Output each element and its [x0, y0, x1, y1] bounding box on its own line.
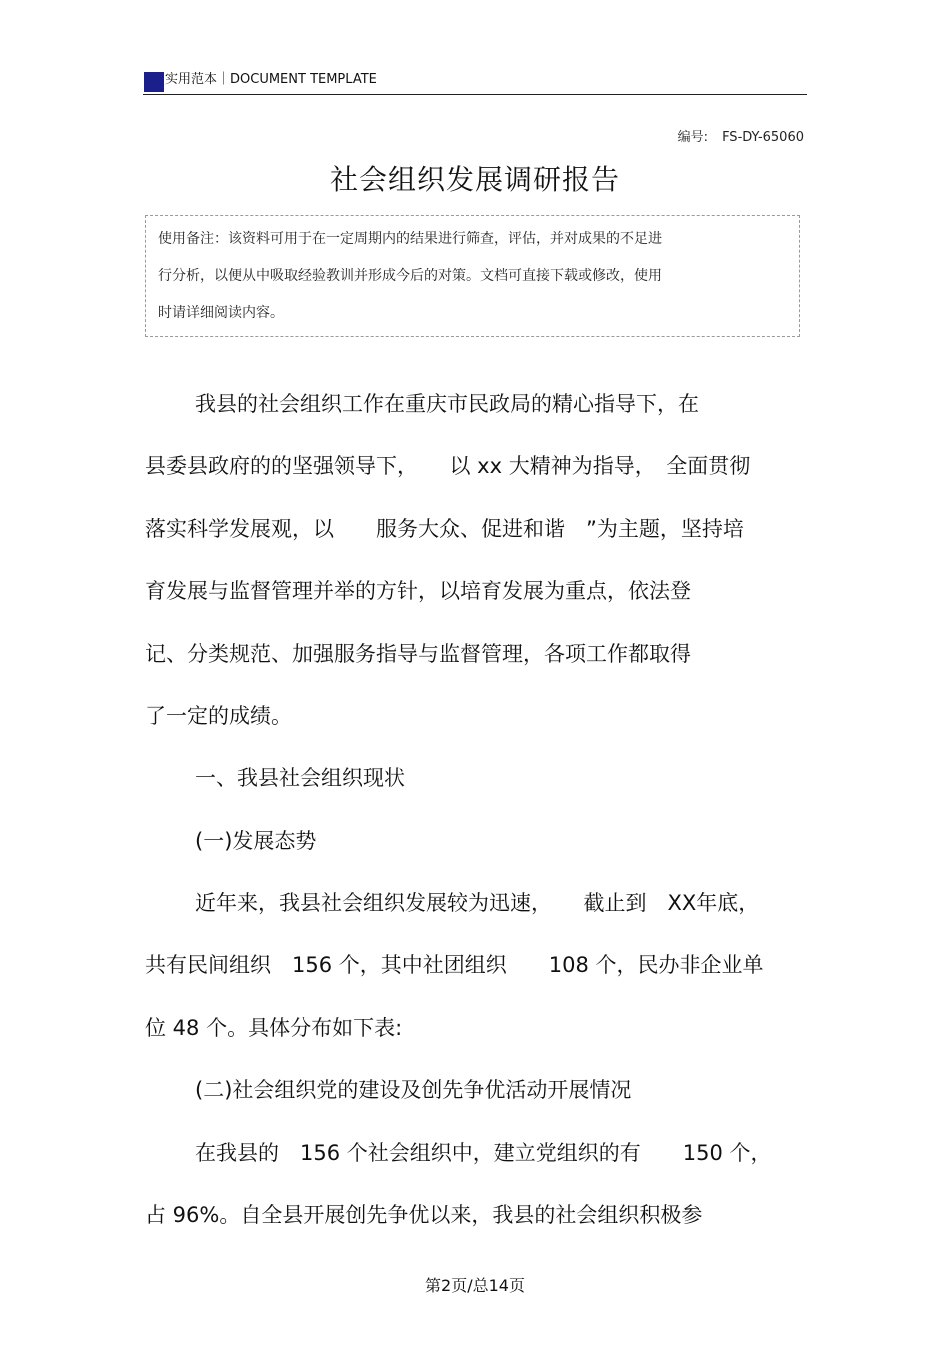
- section-heading: 一、我县社会组织现状: [195, 766, 405, 790]
- page-indicator: 第2页/总14页: [425, 1276, 525, 1295]
- body-paragraph-line: 育发展与监督管理并举的方针，以培育发展为重点，依法登: [145, 579, 691, 603]
- document-number-value: FS-DY-65060: [722, 130, 804, 145]
- header-text: 实用范本｜DOCUMENT TEMPLATE: [165, 72, 377, 87]
- document-number-label: 编号:: [677, 130, 709, 145]
- document-title: 社会组织发展调研报告: [329, 163, 620, 196]
- body-paragraph-line: 共有民间组织 156 个，其中社团组织 108 个，民办非企业单: [145, 953, 764, 977]
- subsection-heading: (二)社会组织党的建设及创先争优活动开展情况: [195, 1078, 632, 1102]
- header-logo-mark: [144, 72, 164, 92]
- body-paragraph-line: 占 96%。自全县开展创先争优以来，我县的社会组织积极参: [145, 1203, 703, 1227]
- body-paragraph-line: 在我县的 156 个社会组织中，建立党组织的有 150 个，: [195, 1141, 772, 1165]
- body-paragraph-line: 落实科学发展观，以 服务大众、促进和谐 ”为主题，坚持培: [145, 517, 744, 541]
- document-header: [143, 68, 807, 95]
- usage-note-line: 时请详细阅读内容。: [158, 305, 284, 321]
- usage-note-line: 行分析，以便从中吸取经验教训并形成今后的对策。文档可直接下载或修改，使用: [158, 268, 662, 284]
- body-paragraph-line: 了一定的成绩。: [145, 704, 292, 728]
- usage-note-line: 使用备注：该资料可用于在一定周期内的结果进行筛查，评估，并对成果的不足进: [158, 231, 662, 247]
- document-number: [678, 126, 804, 145]
- body-paragraph-line: 位 48 个。具体分布如下表:: [145, 1016, 403, 1040]
- body-paragraph-line: 记、分类规范、加强服务指导与监督管理，各项工作都取得: [145, 642, 691, 666]
- usage-note-box: [145, 215, 800, 337]
- body-paragraph-line: 县委县政府的的坚强领导下， 以 xx 大精神为指导， 全面贯彻: [145, 454, 751, 478]
- subsection-heading: (一)发展态势: [195, 829, 317, 853]
- body-paragraph-line: 近年来，我县社会组织发展较为迅速， 截止到 XX年底，: [195, 891, 760, 915]
- body-paragraph-line: 我县的社会组织工作在重庆市民政局的精心指导下，在: [195, 392, 699, 416]
